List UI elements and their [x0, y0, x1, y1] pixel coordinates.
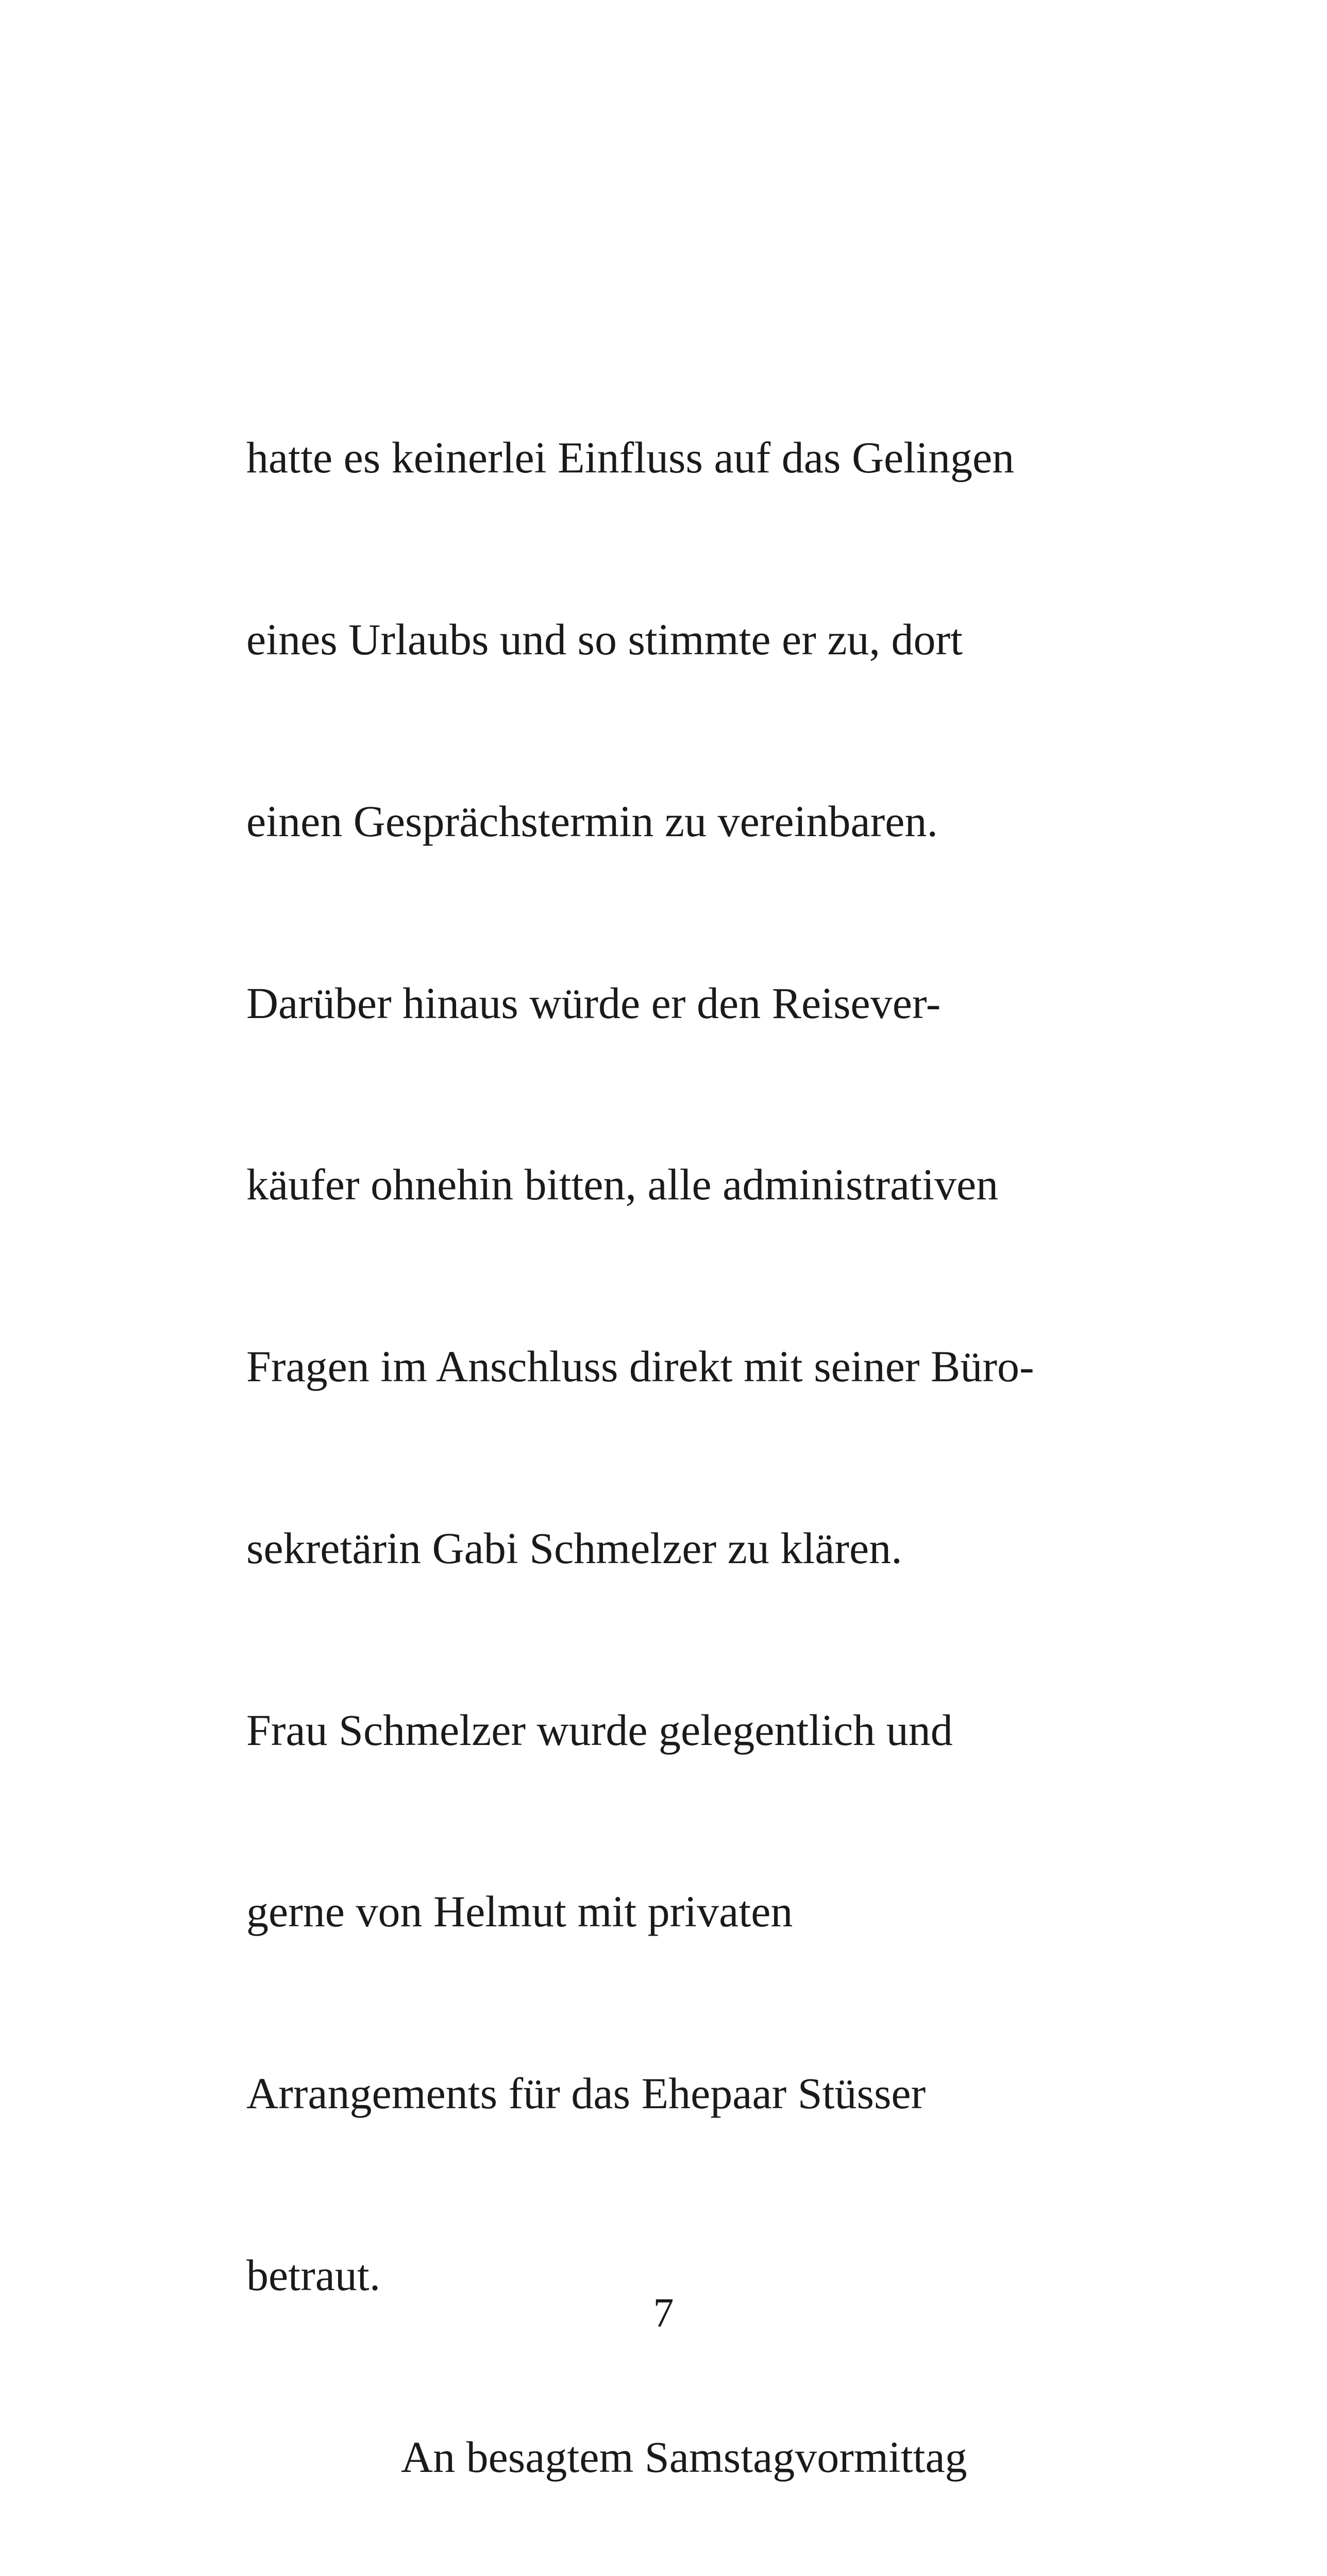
text-line: einen Gesprächstermin zu vereinbaren.: [246, 796, 938, 846]
text-line: käufer ohnehin bitten, alle administrativen: [246, 1160, 999, 1210]
text-line: Darüber hinaus würde er den Reisever-: [246, 978, 941, 1028]
text-line: Arrangements für das Ehepaar Stüsser: [246, 2069, 926, 2119]
text-line: betraut.: [246, 2250, 381, 2300]
text-line: Fragen im Anschluss direkt mit seiner Büro-: [246, 1342, 1034, 1392]
text-line: eines Urlaubs und so stimmte er zu, dort: [246, 614, 963, 664]
text-line: Frau Schmelzer wurde gelegentlich und: [246, 1705, 953, 1755]
paragraph-start-line: An besagtem Samstagvormittag: [401, 2432, 967, 2482]
page-number: 7: [653, 2291, 674, 2336]
text-line: sekretärin Gabi Schmelzer zu klären.: [246, 1523, 902, 1573]
body-text: [246, 307, 1153, 2576]
text-line: gerne von Helmut mit privaten: [246, 1887, 793, 1937]
text-line: hatte es keinerlei Einfluss auf das Gelingen: [246, 433, 1015, 483]
